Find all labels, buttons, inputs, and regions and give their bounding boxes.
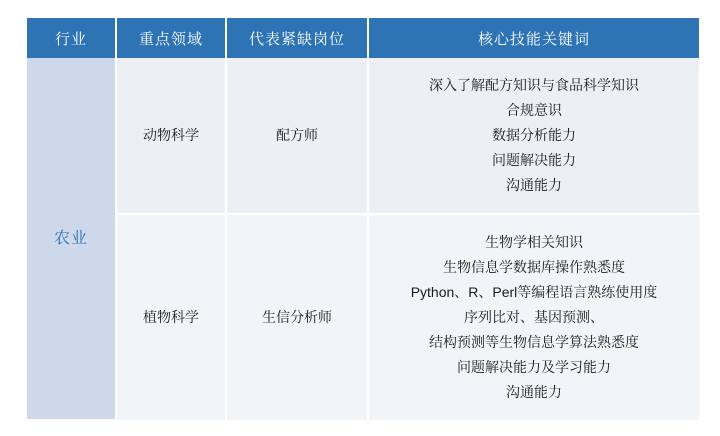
- skill-line: 数据分析能力: [492, 127, 576, 143]
- table-row: [27, 214, 699, 420]
- skill-line: 问题解决能力: [492, 152, 576, 168]
- skill-line: 沟通能力: [506, 384, 562, 400]
- cell-job: 配方师: [226, 58, 368, 214]
- skill-line: Python、R、Perl等编程语言熟练使用度: [410, 284, 658, 300]
- table-body: [27, 58, 699, 420]
- header-job: 代表紧缺岗位: [226, 18, 368, 58]
- skills-table-container: [27, 18, 693, 421]
- cell-field: 植物科学: [116, 214, 226, 420]
- table-header: [27, 18, 699, 58]
- table-row: [27, 58, 699, 214]
- header-row: [27, 18, 699, 58]
- skill-line: 生物信息学数据库操作熟悉度: [443, 259, 625, 275]
- header-field: 重点领域: [116, 18, 226, 58]
- cell-field: 动物科学: [116, 58, 226, 214]
- skill-line: 合规意识: [506, 102, 562, 118]
- skill-line: 深入了解配方知识与食品科学知识: [429, 77, 639, 93]
- header-skills: 核心技能关键词: [368, 18, 699, 58]
- cell-job: 生信分析师: [226, 214, 368, 420]
- skill-line: 结构预测等生物信息学算法熟悉度: [429, 334, 639, 350]
- skill-line: 沟通能力: [506, 177, 562, 193]
- header-industry: 行业: [27, 18, 116, 58]
- cell-skills: [368, 58, 699, 214]
- skills-table: [27, 18, 699, 421]
- cell-industry: 农业: [27, 58, 116, 420]
- skill-line: 生物学相关知识: [485, 234, 583, 250]
- skill-line: 序列比对、基因预测、: [464, 309, 604, 325]
- skill-line: 问题解决能力及学习能力: [457, 359, 611, 375]
- cell-skills: [368, 214, 699, 420]
